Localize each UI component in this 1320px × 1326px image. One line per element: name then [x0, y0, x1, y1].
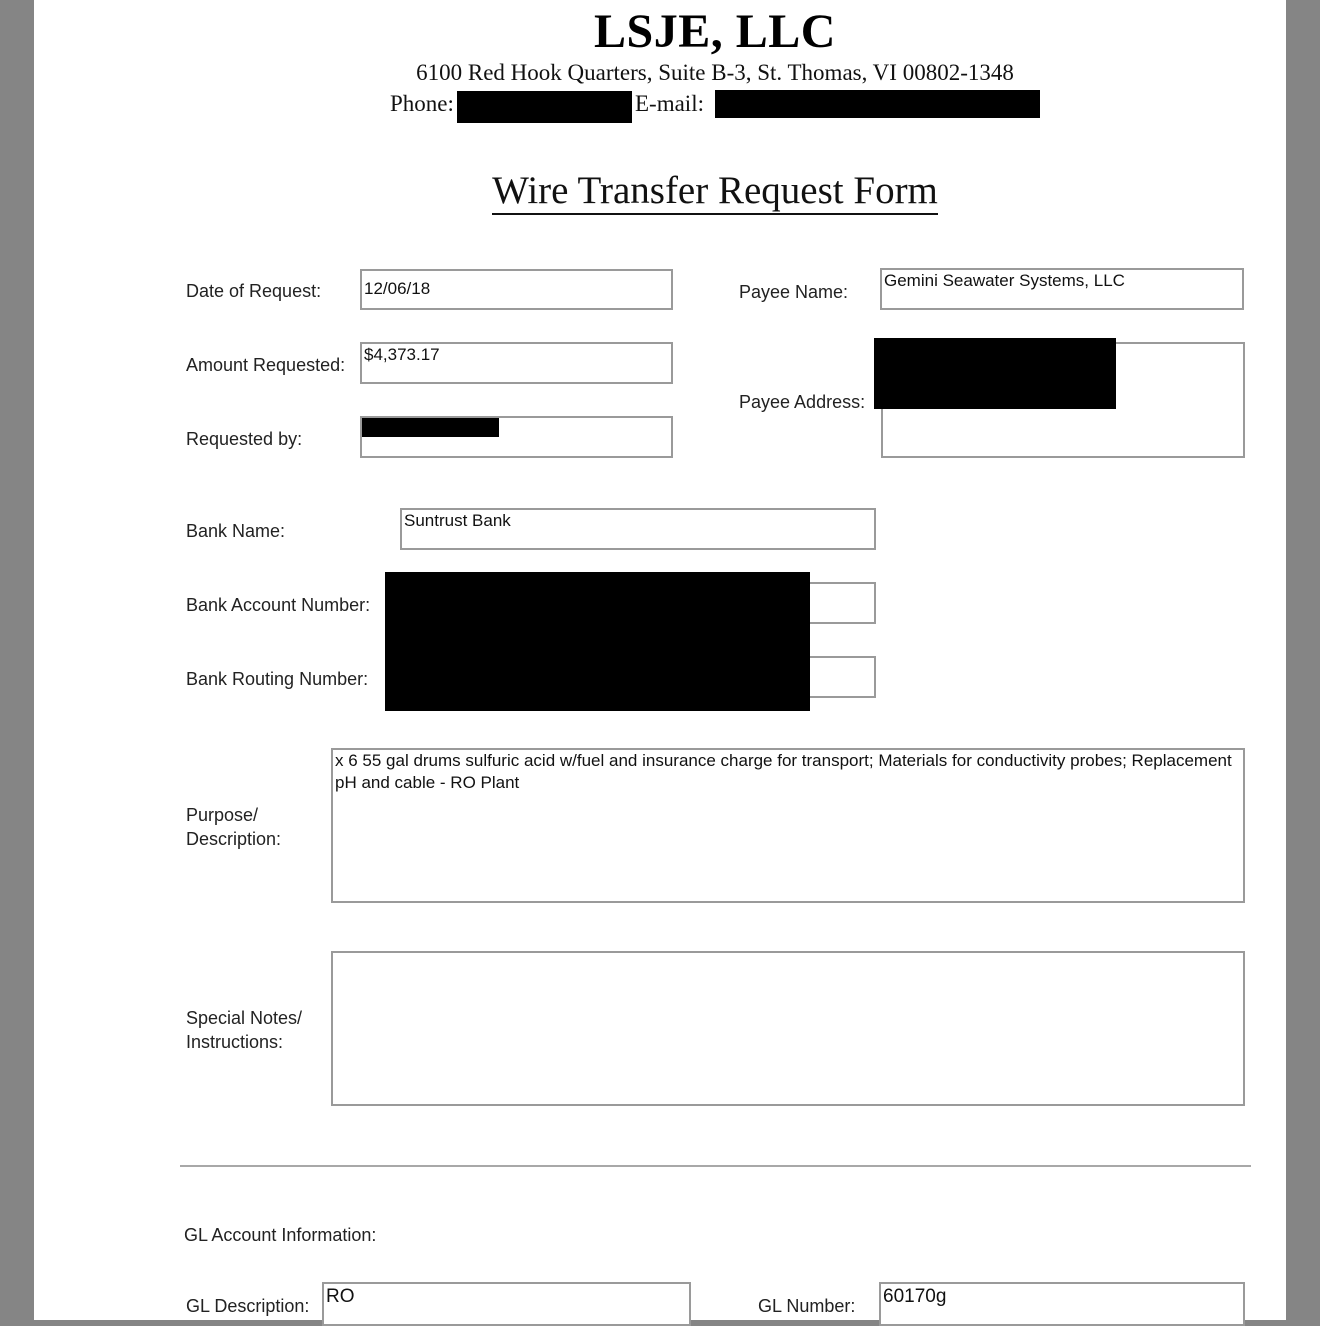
special-notes-field[interactable] — [331, 951, 1245, 1106]
bank-name-field[interactable]: Suntrust Bank — [400, 508, 876, 550]
company-address: 6100 Red Hook Quarters, Suite B-3, St. Thomas, VI 00802-1348 — [416, 60, 1014, 85]
payee-address-label: Payee Address: — [739, 392, 866, 412]
date-of-request-label: Date of Request: — [186, 281, 322, 301]
bank-name-label: Bank Name: — [186, 521, 286, 541]
requested-by-redaction — [362, 418, 499, 437]
payee-address-redaction — [874, 338, 1116, 409]
special-notes-label-line2: Instructions: — [186, 1032, 284, 1052]
requested-by-label: Requested by: — [186, 429, 303, 449]
email-redaction — [715, 90, 1040, 118]
form-title — [34, 168, 1320, 213]
gl-description-field[interactable]: RO — [322, 1282, 691, 1326]
section-divider — [180, 1165, 1251, 1167]
form-title-text: Wire Transfer Request Form — [492, 169, 938, 215]
purpose-description-field[interactable]: x 6 55 gal drums sulfuric acid w/fuel and insurance charge for transport; Materials for conductivity probes; Replacement pH and cable - RO Plant — [331, 748, 1245, 903]
payee-name-label: Payee Name: — [739, 282, 849, 302]
gl-number-field[interactable]: 60170g — [879, 1282, 1245, 1326]
document-page — [34, 0, 1286, 1320]
bank-numbers-redaction — [385, 572, 810, 711]
gl-number-label: GL Number: — [758, 1296, 856, 1316]
purpose-label-line2: Description: — [186, 829, 282, 849]
date-of-request-field[interactable]: 12/06/18 — [360, 269, 673, 310]
phone-redaction — [457, 91, 632, 123]
amount-requested-field[interactable]: $4,373.17 — [360, 342, 673, 384]
phone-label: Phone: — [390, 91, 454, 116]
payee-name-field[interactable]: Gemini Seawater Systems, LLC — [880, 268, 1244, 310]
gl-description-label: GL Description: — [186, 1296, 310, 1316]
special-notes-label-line1: Special Notes/ — [186, 1008, 303, 1028]
gl-account-info-label: GL Account Information: — [184, 1225, 377, 1245]
purpose-label-line1: Purpose/ — [186, 805, 259, 825]
amount-requested-label: Amount Requested: — [186, 355, 346, 375]
email-label: E-mail: — [635, 91, 704, 116]
bank-routing-number-label: Bank Routing Number: — [186, 669, 369, 689]
bank-account-number-label: Bank Account Number: — [186, 595, 371, 615]
company-name: LSJE, LLC — [594, 5, 836, 58]
